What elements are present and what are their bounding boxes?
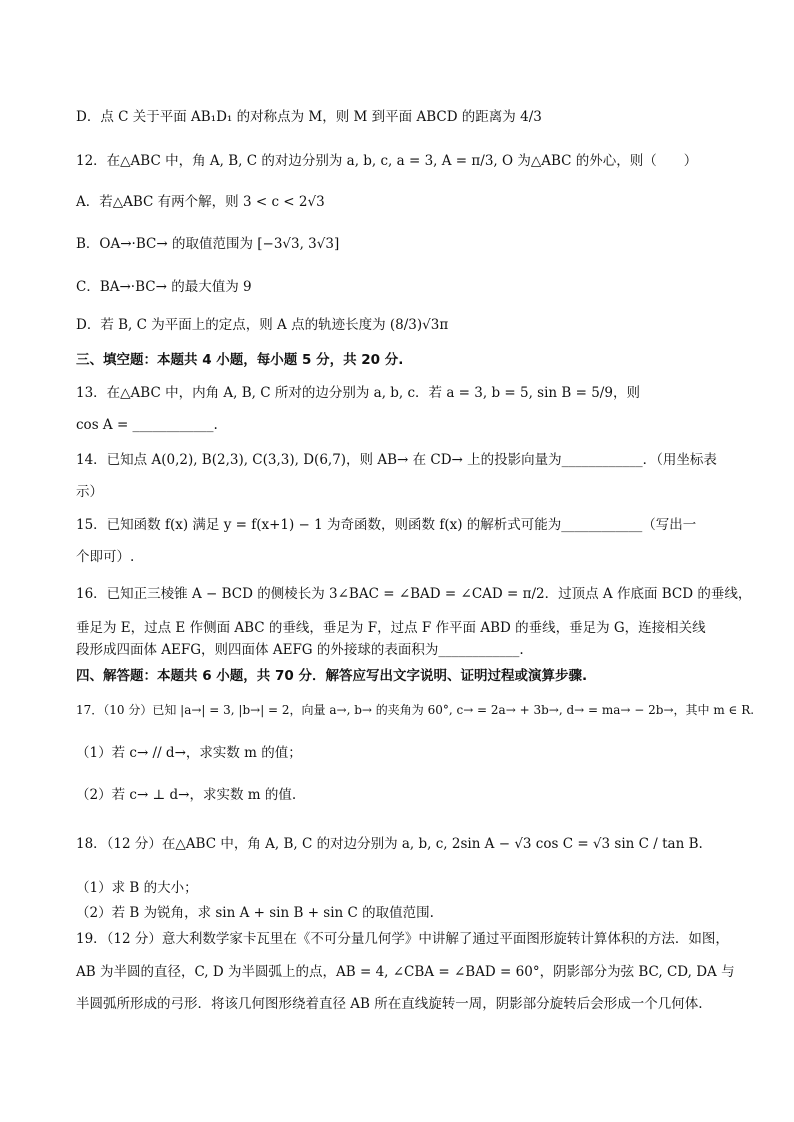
q18-part-2: （2）若 B 为锐角，求 sin A + sin B + sin C 的取值范围.: [76, 905, 434, 921]
q15-stem: 15．已知函数 f(x) 满足 y = f(x+1) − 1 为奇函数，则函数 f(x) 的解析式可能为____________（写出一: [76, 517, 697, 533]
q19-line-3: 半圆弧所形成的弓形．将该几何图形绕着直径 AB 所在直线旋转一周，阴影部分旋转后会形成一个几何体.: [76, 996, 703, 1012]
q19-stem: 19．（12 分）意大利数学家卡瓦里在《不可分量几何学》中讲解了通过平面图形旋转计算体积的方法．如图，: [76, 931, 729, 947]
q13-stem: 13．在△ABC 中，内角 A, B, C 所对的边分别为 a, b, c．若 a = 3, b = 5, sin B = 5/9，则: [76, 385, 640, 401]
section-fill-in-heading: 三、填空题：本题共 4 小题，每小题 5 分，共 20 分.: [76, 352, 404, 368]
q17-part-1: （1）若 c→ // d→，求实数 m 的值；: [76, 745, 302, 761]
q12-stem: 12．在△ABC 中，角 A, B, C 的对边分别为 a, b, c, a = 3, A = π/3, O 为△ABC 的外心，则（ ）: [76, 153, 698, 169]
q13-blank-line: cos A = ____________.: [76, 417, 218, 433]
q17-part-2: （2）若 c→ ⊥ d→，求实数 m 的值.: [76, 787, 297, 803]
q14-continuation: 示）: [76, 484, 103, 500]
q16-line-2: 垂足为 E，过点 E 作侧面 ABC 的垂线，垂足为 F，过点 F 作平面 ABD 的垂线，垂足为 G，连接相关线: [76, 620, 706, 636]
q12-option-d: D．若 B, C 为平面上的定点，则 A 点的轨迹长度为 (8/3)√3π: [76, 317, 449, 333]
q18-part-1: （1）求 B 的大小；: [76, 880, 198, 896]
q16-stem: 16．已知正三棱锥 A − BCD 的侧棱长为 3∠BAC = ∠BAD = ∠CAD = π/2．过顶点 A 作底面 BCD 的垂线，: [76, 586, 752, 602]
q16-line-3: 段形成四面体 AEFG，则四面体 AEFG 的外接球的表面积为____________.: [76, 642, 524, 658]
section-answer-heading: 四、解答题：本题共 6 小题，共 70 分．解答应写出文字说明、证明过程或演算步骤.: [76, 668, 588, 684]
q12-option-c: C．BA→·BC→ 的最大值为 9: [76, 279, 252, 295]
q18-stem: 18．（12 分）在△ABC 中，角 A, B, C 的对边分别为 a, b, c, 2sin A − √3 cos C = √3 sin C / tan B.: [76, 836, 703, 852]
q12-option-b: B．OA→·BC→ 的取值范围为 [−3√3, 3√3]: [76, 236, 340, 252]
q17-stem: 17．（10 分）已知 |a→| = 3, |b→| = 2，向量 a→, b→ 的夹角为 60°, c→ = 2a→ + 3b→, d→ = ma→ − 2b→，其中 m ∈ R.: [76, 703, 755, 717]
q11-option-d: D．点 C 关于平面 AB₁D₁ 的对称点为 M，则 M 到平面 ABCD 的距离为 4/3: [76, 109, 542, 125]
q15-continuation: 个即可）.: [76, 549, 135, 565]
q12-option-a: A．若△ABC 有两个解，则 3 < c < 2√3: [76, 194, 325, 210]
q19-line-2: AB 为半圆的直径，C, D 为半圆弧上的点，AB = 4, ∠CBA = ∠BAD = 60°，阴影部分为弦 BC, CD, DA 与: [76, 964, 735, 980]
q14-stem: 14．已知点 A(0,2), B(2,3), C(3,3), D(6,7)，则 AB→ 在 CD→ 上的投影向量为____________．（用坐标表: [76, 452, 717, 468]
